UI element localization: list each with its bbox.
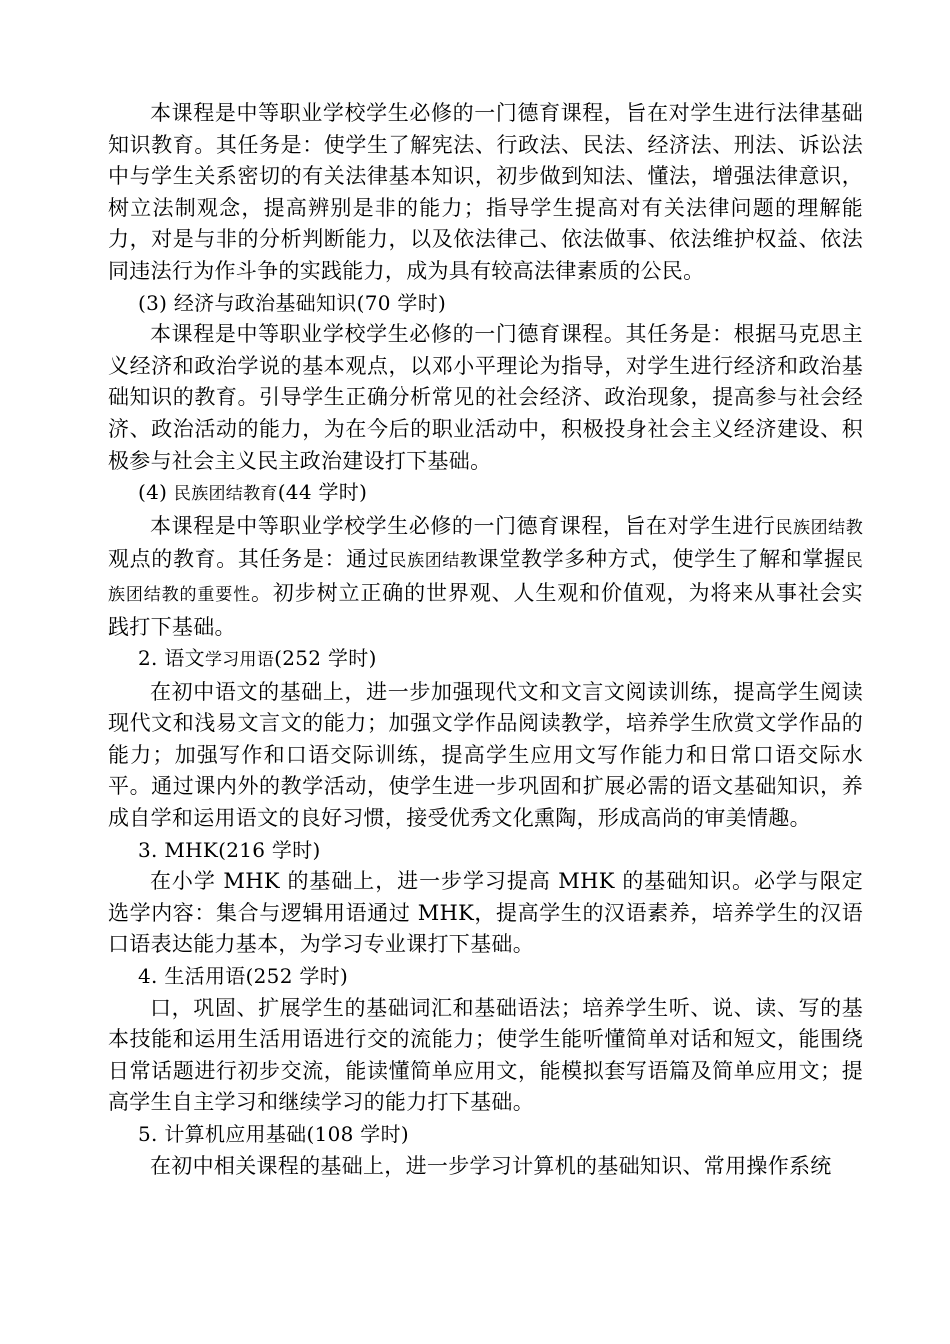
text-run: 2. 语文 <box>138 646 205 671</box>
paragraph-daily-language <box>108 993 863 1119</box>
text-run-small: 民族团结教 <box>389 551 478 572</box>
text-run: 观点的教育。其任务是：通过 <box>108 547 390 572</box>
document-page <box>108 98 863 1182</box>
text-run: 在初中语文的基础上，进一步加强现代文和文言文阅读训练，提高学生阅读现代文和浅易文言文的能力；加强文学作品阅读教学，培养学生欣赏文学作品的能力；加强写作和口语交际训练，提高学生应用文写作能力和日常口语交际水平。通过课内外的教学活动，使学生进一步巩固和扩展必需的语文基础知识，养成自学和运用语文的良好习惯，接受优秀文化熏陶，形成高尚的审美情趣。 <box>108 679 863 831</box>
text-run: 4. 生活用语(252 学时) <box>138 964 349 989</box>
heading-mhk <box>108 835 863 867</box>
text-run-small: 民族团结教 <box>775 517 864 538</box>
text-run: (3) 经济与政治基础知识(70 学时) <box>138 290 447 315</box>
text-run-small: 学习用语 <box>204 650 275 671</box>
text-run: 口，巩固、扩展学生的基础词汇和基础语法；培养学生听、说、读、写的基本技能和运用生活用语进行交的流能力；使学生能听懂简单对话和短文，能围绕日常话题进行初步交流，能读懂简单应用文，能模拟套写语篇及简单应用文；提高学生自主学习和继续学习的能力打下基础。 <box>108 995 863 1115</box>
text-run: 本课程是中等职业学校学生必修的一门德育课程，旨在对学生进行法律基础知识教育。其任务是：使学生了解宪法、行政法、民法、经济法、刑法、诉讼法中与学生关系密切的有关法律基本知识，初步做到知法、懂法，增强法律意识，树立法制观念，提高辨别是非的能力；指导学生提高对有关法律问题的理解能力，对是与非的分析判断能力，以及依法律己、依法做事、依法维护权益、依法同违法行为作斗争的实践能力，成为具有较高法律素质的公民。 <box>108 101 863 283</box>
paragraph-mhk <box>108 866 863 961</box>
paragraph-economics-politics <box>108 319 863 477</box>
paragraph-chinese <box>108 677 863 835</box>
heading-ethnic-unity <box>108 477 863 511</box>
text-run: 在小学 MHK 的基础上，进一步学习提高 MHK 的基础知识。必学与限定选学内容：集合与逻辑用语通过 MHK，提高学生的汉语素养，培养学生的汉语口语表达能力基本，为学习专业课打下基础。 <box>108 869 863 957</box>
heading-daily-language <box>108 961 863 993</box>
text-run: 3. MHK(216 学时) <box>138 837 321 862</box>
text-run: (44 学时) <box>277 480 368 505</box>
text-run: 在初中相关课程的基础上，进一步学习计算机的基础知识、常用操作系统 <box>150 1153 832 1178</box>
heading-computer-basics <box>108 1119 863 1151</box>
heading-economics-politics <box>108 288 863 320</box>
text-run: 本课程是中等职业学校学生必修的一门德育课程，旨在对学生进行 <box>150 513 776 538</box>
paragraph-computer-basics <box>108 1151 863 1183</box>
text-run-small: 民族团结教育 <box>173 484 278 505</box>
text-run-small: 民族团结教的重要性 <box>108 551 863 605</box>
text-run: 课堂教学多种方式，使学生了解和掌握 <box>477 547 846 572</box>
paragraph-law-course <box>108 98 863 288</box>
text-run: (4) <box>138 480 174 505</box>
text-run: 。初步树立正确的世界观、人生观和价值观，为将来从事社会实践打下基础。 <box>108 580 863 639</box>
text-run: 本课程是中等职业学校学生必修的一门德育课程。其任务是：根据马克思主义经济和政治学说的基本观点，以邓小平理论为指导，对学生进行经济和政治基础知识的教育。引导学生正确分析常见的社会经济、政治现象，提高参与社会经济、政治活动的能力，为在今后的职业活动中，积极投身社会主义经济建设、积极参与社会主义民主政治建设打下基础。 <box>108 322 863 473</box>
heading-chinese <box>108 643 863 677</box>
text-run: (252 学时) <box>274 646 377 671</box>
text-run: 5. 计算机应用基础(108 学时) <box>138 1122 409 1146</box>
paragraph-ethnic-unity <box>108 511 863 643</box>
